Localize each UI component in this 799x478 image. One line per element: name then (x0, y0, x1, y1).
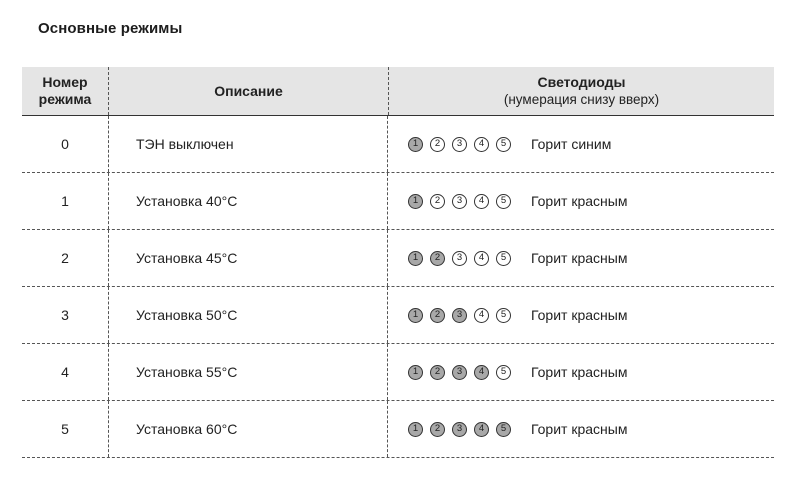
table-body (22, 116, 774, 458)
mode-number-cell (22, 287, 108, 343)
led-off-icon: 5 (496, 365, 511, 380)
mode-description: Установка 45°С (136, 250, 238, 266)
led-indicator-group (408, 251, 511, 266)
led-indicator-group (408, 308, 511, 323)
leds-cell (387, 287, 774, 343)
leds-cell (387, 401, 774, 457)
mode-number: 0 (61, 136, 69, 152)
led-on-icon: 2 (430, 422, 445, 437)
mode-description: Установка 50°С (136, 307, 238, 323)
mode-number-cell (22, 344, 108, 400)
description-cell (108, 230, 387, 286)
mode-number-cell (22, 116, 108, 172)
led-off-icon: 2 (430, 194, 445, 209)
led-on-icon: 3 (452, 422, 467, 437)
leds-cell (387, 344, 774, 400)
led-on-icon: 1 (408, 422, 423, 437)
header-mode-number-label: Номер режима (38, 74, 92, 107)
table-row (22, 344, 774, 401)
table-row (22, 173, 774, 230)
led-on-icon: 2 (430, 365, 445, 380)
header-leds-title: Светодиоды (537, 74, 626, 90)
mode-number: 1 (61, 193, 69, 209)
led-on-icon: 4 (474, 365, 489, 380)
mode-number: 2 (61, 250, 69, 266)
led-on-icon: 2 (430, 308, 445, 323)
leds-cell (387, 173, 774, 229)
led-off-icon: 4 (474, 194, 489, 209)
led-off-icon: 2 (430, 137, 445, 152)
mode-number: 3 (61, 307, 69, 323)
table-header (22, 67, 774, 116)
leds-cell (387, 116, 774, 172)
description-cell (108, 116, 387, 172)
led-on-icon: 4 (474, 422, 489, 437)
table-row (22, 401, 774, 458)
led-indicator-group (408, 422, 511, 437)
led-on-icon: 1 (408, 137, 423, 152)
description-cell (108, 287, 387, 343)
leds-cell (387, 230, 774, 286)
led-off-icon: 5 (496, 308, 511, 323)
mode-number-cell (22, 173, 108, 229)
mode-description: Установка 55°С (136, 364, 238, 380)
led-off-icon: 5 (496, 251, 511, 266)
led-status-text: Горит красным (531, 307, 628, 323)
section-title: Основные режимы (38, 20, 183, 37)
table-row (22, 116, 774, 173)
led-on-icon: 1 (408, 194, 423, 209)
mode-number: 4 (61, 364, 69, 380)
description-cell (108, 401, 387, 457)
led-status-text: Горит красным (531, 250, 628, 266)
led-indicator-group (408, 365, 511, 380)
mode-description: Установка 60°С (136, 421, 238, 437)
modes-table (22, 67, 774, 458)
header-description (108, 67, 388, 115)
description-cell (108, 173, 387, 229)
led-on-icon: 3 (452, 365, 467, 380)
table-row (22, 287, 774, 344)
led-off-icon: 3 (452, 194, 467, 209)
led-off-icon: 3 (452, 251, 467, 266)
header-leds (388, 67, 774, 115)
table-row (22, 230, 774, 287)
description-cell (108, 344, 387, 400)
led-off-icon: 5 (496, 194, 511, 209)
led-off-icon: 4 (474, 251, 489, 266)
led-off-icon: 4 (474, 137, 489, 152)
header-mode-number (22, 67, 108, 115)
header-description-label: Описание (214, 82, 283, 99)
mode-number-cell (22, 230, 108, 286)
led-indicator-group (408, 194, 511, 209)
led-off-icon: 5 (496, 137, 511, 152)
led-on-icon: 5 (496, 422, 511, 437)
led-on-icon: 1 (408, 308, 423, 323)
led-indicator-group (408, 137, 511, 152)
led-off-icon: 3 (452, 137, 467, 152)
led-status-text: Горит красным (531, 421, 628, 437)
led-status-text: Горит синим (531, 136, 612, 152)
led-status-text: Горит красным (531, 364, 628, 380)
led-on-icon: 3 (452, 308, 467, 323)
mode-number-cell (22, 401, 108, 457)
mode-description: Установка 40°С (136, 193, 238, 209)
led-on-icon: 2 (430, 251, 445, 266)
mode-description: ТЭН выключен (136, 136, 234, 152)
led-off-icon: 4 (474, 308, 489, 323)
led-on-icon: 1 (408, 365, 423, 380)
header-leds-subtitle: (нумерация снизу вверх) (503, 92, 660, 107)
led-on-icon: 1 (408, 251, 423, 266)
mode-number: 5 (61, 421, 69, 437)
led-status-text: Горит красным (531, 193, 628, 209)
